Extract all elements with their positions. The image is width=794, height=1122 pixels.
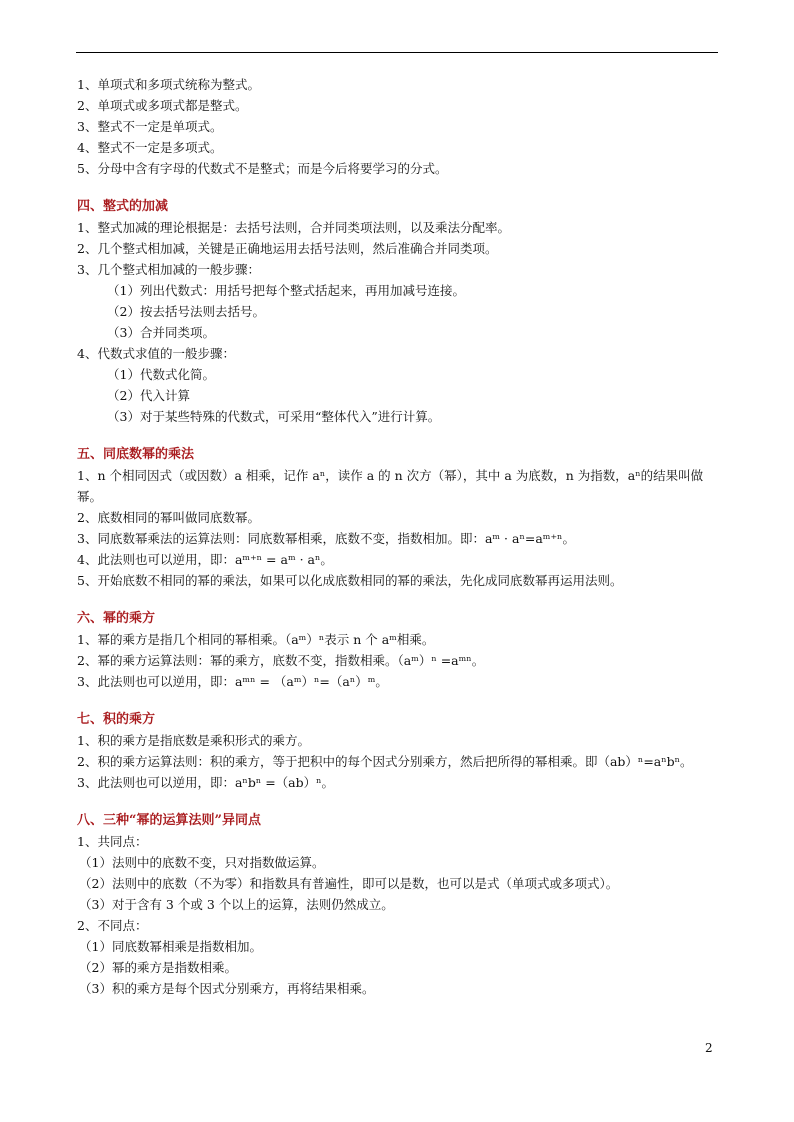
list-item: 2、幂的乘方运算法则：幂的乘方，底数不变，指数相乘。（aᵐ）ⁿ =aᵐⁿ。 — [77, 653, 485, 668]
list-item: 4、此法则也可以逆用，即：aᵐ⁺ⁿ = aᵐ · aⁿ。 — [77, 552, 333, 567]
section-heading: 八、三种“幂的运算法则”异同点 — [77, 813, 261, 828]
section-heading: 五、同底数幂的乘法 — [77, 447, 195, 462]
sub-list-item: （1）同底数幂相乘是指数相加。 — [79, 939, 262, 954]
sub-list-item: （2）代入计算 — [107, 388, 190, 403]
list-item: 3、几个整式相加减的一般步骤： — [77, 262, 260, 277]
section-heading: 七、积的乘方 — [77, 712, 156, 727]
list-item: 3、此法则也可以逆用，即：aⁿbⁿ =（ab）ⁿ。 — [77, 775, 335, 790]
list-item: 2、几个整式相加减，关键是正确地运用去括号法则，然后准确合并同类项。 — [77, 241, 498, 256]
list-item: 2、单项式或多项式都是整式。 — [77, 98, 248, 113]
sub-list-item: （2）幂的乘方是指数相乘。 — [79, 960, 237, 975]
list-item: 1、积的乘方是指底数是乘积形式的乘方。 — [77, 733, 310, 748]
document-body — [77, 74, 725, 999]
list-item: 1、整式加减的理论根据是：去括号法则，合并同类项法则，以及乘法分配率。 — [77, 220, 510, 235]
sub-list-item: （2）按去括号法则去括号。 — [107, 304, 265, 319]
sub-list-item: （3）对于某些特殊的代数式，可采用“整体代入”进行计算。 — [107, 409, 441, 424]
section-heading: 六、幂的乘方 — [77, 611, 156, 626]
list-item: 4、整式不一定是多项式。 — [77, 140, 223, 155]
list-item: 2、不同点： — [77, 918, 148, 933]
list-item: 1、共同点： — [77, 834, 148, 849]
list-item: 3、同底数幂乘法的运算法则：同底数幂相乘，底数不变，指数相加。即：aᵐ · aⁿ=aᵐ⁺ⁿ。 — [77, 531, 575, 546]
list-item: 3、整式不一定是单项式。 — [77, 119, 223, 134]
sub-list-item: （3）对于含有 3 个或 3 个以上的运算，法则仍然成立。 — [79, 897, 394, 912]
sub-list-item: （1）列出代数式：用括号把每个整式括起来，再用加减号连接。 — [107, 283, 465, 298]
section-heading: 四、整式的加减 — [77, 199, 169, 214]
list-item: 4、代数式求值的一般步骤： — [77, 346, 235, 361]
sub-list-item: （2）法则中的底数（不为零）和指数具有普遍性，即可以是数，也可以是式（单项式或多项式）。 — [79, 876, 619, 891]
header-rule — [76, 52, 718, 53]
page-number: 2 — [705, 1041, 713, 1055]
sub-list-item: （1）代数式化简。 — [107, 367, 215, 382]
list-item: 5、分母中含有字母的代数式不是整式；而是今后将要学习的分式。 — [77, 161, 448, 176]
list-item: 1、幂的乘方是指几个相同的幂相乘。（aᵐ）ⁿ表示 n 个 aᵐ相乘。 — [77, 632, 435, 647]
list-item: 1、n 个相同因式（或因数）a 相乘，记作 aⁿ，读作 a 的 n 次方（幂），其中 a 为底数，n 为指数，aⁿ的结果叫做幂。 — [77, 468, 704, 504]
list-item: 2、积的乘方运算法则：积的乘方，等于把积中的每个因式分别乘方，然后把所得的幂相乘。即（ab）ⁿ=aⁿbⁿ。 — [77, 754, 693, 769]
sub-list-item: （3）积的乘方是每个因式分别乘方，再将结果相乘。 — [79, 981, 375, 996]
list-item: 3、此法则也可以逆用，即：aᵐⁿ = （aᵐ）ⁿ=（aⁿ）ᵐ。 — [77, 674, 388, 689]
list-item: 1、单项式和多项式统称为整式。 — [77, 77, 260, 92]
list-item: 2、底数相同的幂叫做同底数幂。 — [77, 510, 260, 525]
list-item: 5、开始底数不相同的幂的乘法，如果可以化成底数相同的幂的乘法，先化成同底数幂再运用法则。 — [77, 573, 623, 588]
sub-list-item: （3）合并同类项。 — [107, 325, 215, 340]
sub-list-item: （1）法则中的底数不变，只对指数做运算。 — [79, 855, 325, 870]
